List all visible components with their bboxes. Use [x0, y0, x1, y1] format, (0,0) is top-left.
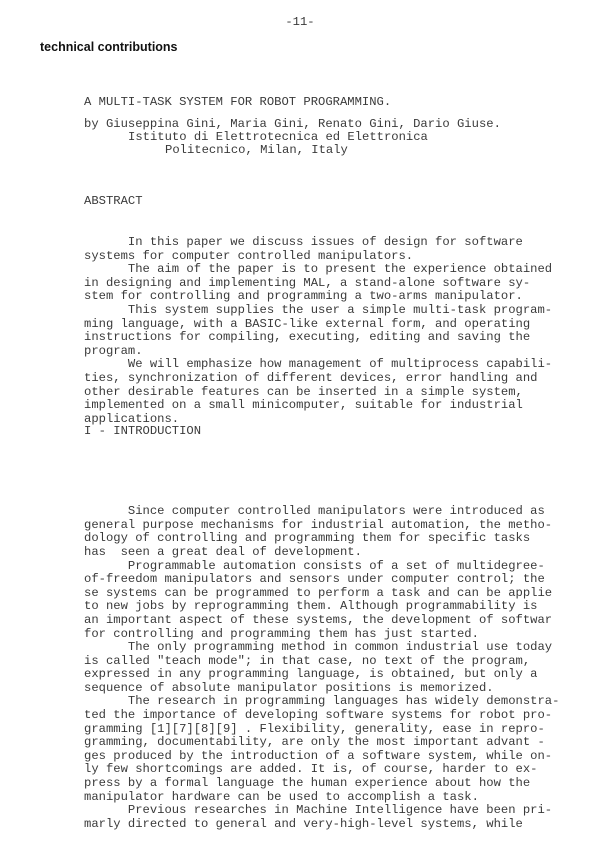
- text-line: gramming, documentability, are only the most important advant -: [84, 735, 545, 750]
- institution: Istituto di Elettrotecnica ed Elettronica: [128, 130, 428, 144]
- text-line: sequence of absolute manipulator positions is memorized.: [84, 680, 494, 695]
- text-line: systems for computer controlled manipulators.: [84, 248, 414, 263]
- authors: by Giuseppina Gini, Maria Gini, Renato Gini, Dario Giuse.: [84, 117, 501, 131]
- paper-title: A MULTI-TASK SYSTEM FOR ROBOT PROGRAMMING.: [84, 95, 392, 109]
- text-line: We will emphasize how management of multiprocess capabili-: [84, 357, 553, 372]
- text-line: Previous researches in Machine Intelligence have been pri-: [84, 803, 553, 818]
- text-line: ted the importance of developing software systems for robot pro-: [84, 708, 553, 723]
- introduction-section: [84, 398, 559, 845]
- text-line: general purpose mechanisms for industrial automation, the metho-: [84, 517, 553, 532]
- section-label: technical contributions: [40, 40, 178, 54]
- text-line: to new jobs by reprogramming them. Although programmability is: [84, 599, 538, 614]
- text-line: has seen a great deal of development.: [84, 544, 362, 559]
- introduction-heading: I - INTRODUCTION: [84, 424, 202, 439]
- text-line: other desirable features can be inserted in a simple system,: [84, 384, 523, 399]
- text-line: Since computer controlled manipulators were introduced as: [84, 504, 545, 519]
- text-line: marly directed to general and very-high-level systems, while: [84, 816, 523, 831]
- text-line: stem for controlling and programming a two-arms manipulator.: [84, 289, 523, 304]
- text-line: se systems can be programmed to perform a task and can be applie: [84, 585, 553, 600]
- text-line: manipulator hardware can be used to accomplish a task.: [84, 789, 479, 804]
- text-line: The aim of the paper is to present the experience obtained: [84, 262, 553, 277]
- text-line: an important aspect of these systems, the development of softwar: [84, 612, 553, 627]
- text-line: ges produced by the introduction of a software system, while on-: [84, 748, 553, 763]
- text-line: The research in programming languages has widely demonstra-: [84, 694, 560, 709]
- abstract-heading: ABSTRACT: [84, 194, 143, 209]
- text-line: in designing and implementing MAL, a stand-alone software sy-: [84, 275, 531, 290]
- text-line: expressed in any programming language, is obtained, but only a: [84, 667, 538, 682]
- introduction-body: [84, 505, 559, 831]
- text-line: dology of controlling and programming them for specific tasks: [84, 531, 531, 546]
- text-line: program.: [84, 343, 143, 358]
- text-line: The only programming method in common industrial use today: [84, 640, 553, 655]
- text-line: Programmable automation consists of a set of multidegree-: [84, 558, 545, 573]
- text-line: In this paper we discuss issues of design for software: [84, 234, 523, 249]
- text-line: is called "teach mode"; in that case, no text of the program,: [84, 653, 531, 668]
- text-line: gramming [1][7][8][9] . Flexibility, generality, ease in repro-: [84, 721, 545, 736]
- text-line: ties, synchronization of different devices, error handling and: [84, 370, 538, 385]
- text-line: press by a formal language the human experience about how the: [84, 776, 531, 791]
- text-line: ming language, with a BASIC-like external form, and operating: [84, 316, 531, 331]
- text-line: implemented on a small minicomputer, suitable for industrial: [84, 398, 523, 413]
- text-line: This system supplies the user a simple multi-task program-: [84, 302, 553, 317]
- text-line: for controlling and programming them has just started.: [84, 626, 479, 641]
- text-line: ly few shortcomings are added. It is, of course, harder to ex-: [84, 762, 538, 777]
- text-line: of-freedom manipulators and sensors under computer control; the: [84, 572, 545, 587]
- location: Politecnico, Milan, Italy: [165, 143, 348, 157]
- text-line: instructions for compiling, executing, editing and saving the: [84, 330, 531, 345]
- text-line: applications.: [84, 411, 180, 426]
- page-number: -11-: [285, 15, 315, 29]
